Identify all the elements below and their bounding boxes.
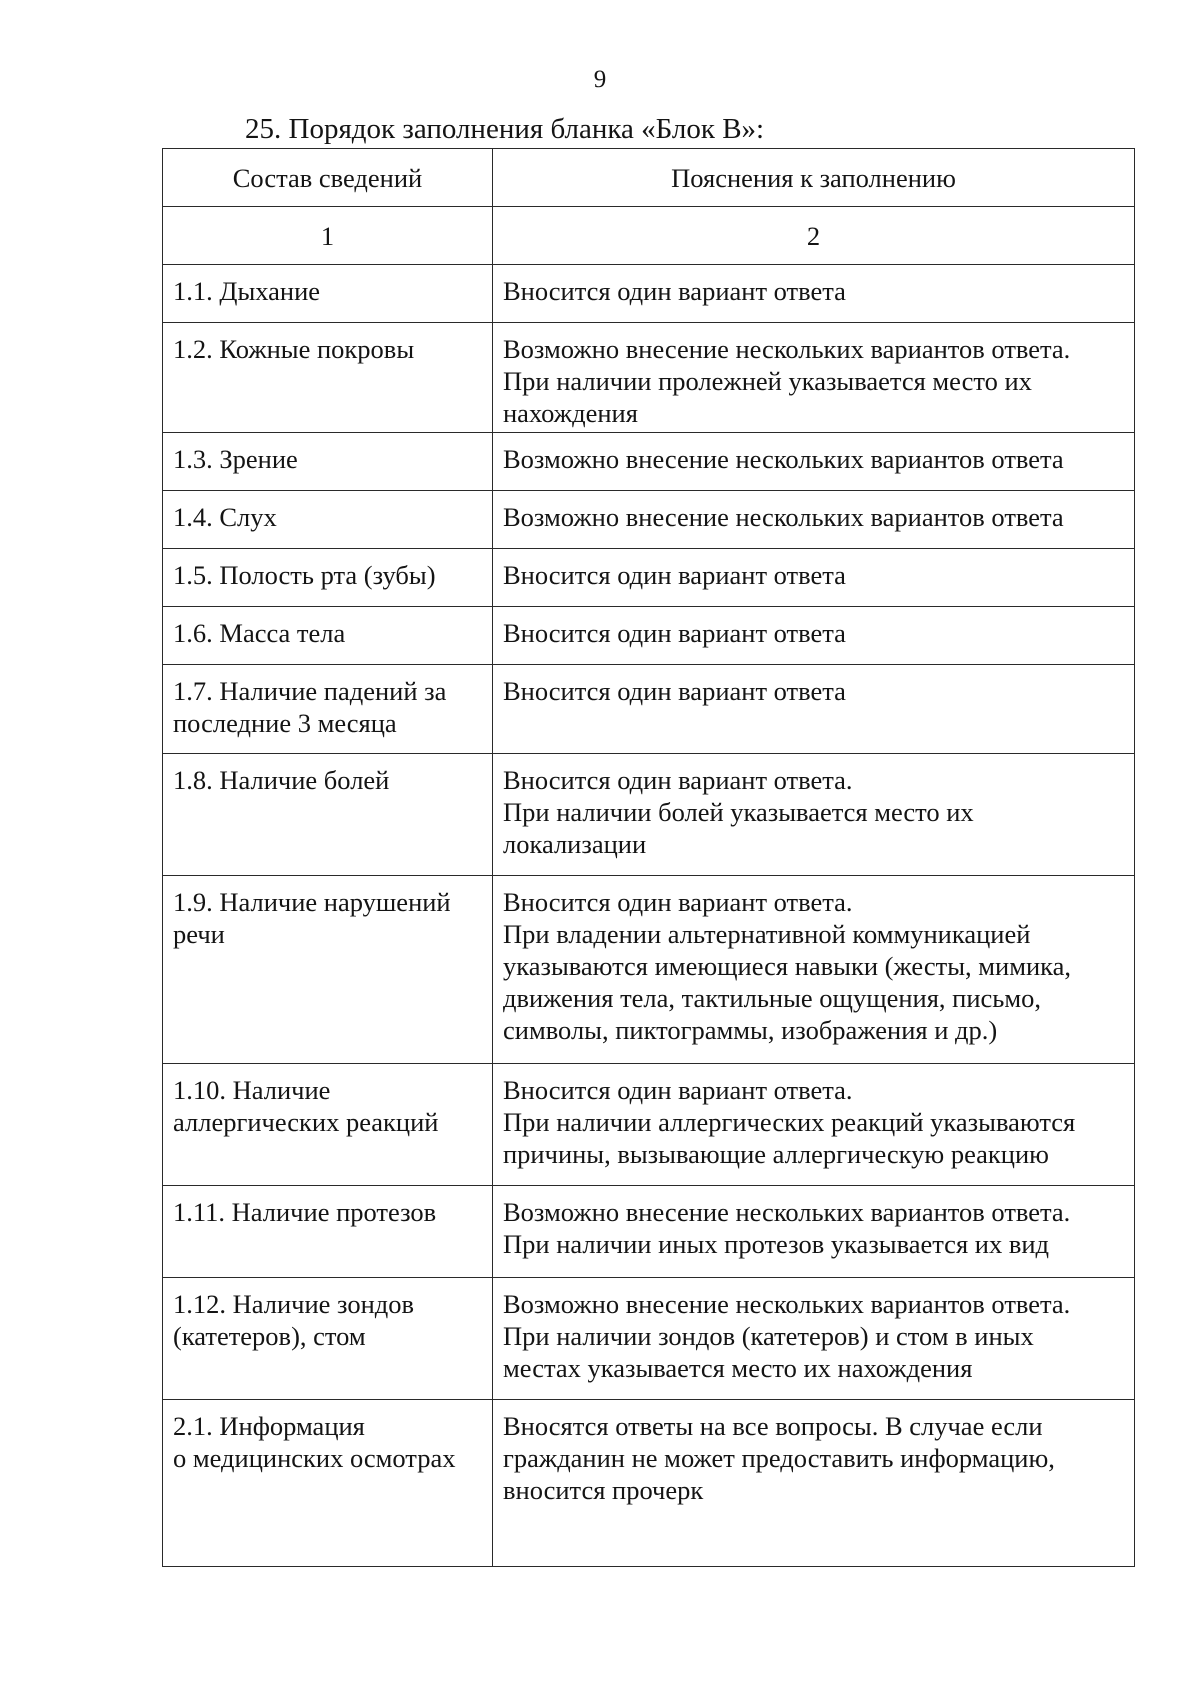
note-cell-line: Вносится один вариант ответа. [503,765,853,795]
note-cell-line: Вносится один вариант ответа [503,618,846,648]
note-cell [493,754,1135,876]
header-cell: Состав сведений [163,149,493,207]
item-cell-line: о медицинских осмотрах [173,1443,456,1473]
table-row [163,1064,1135,1186]
note-cell-line: Вносится один вариант ответа. [503,1075,853,1105]
note-cell-line: При наличии аллергических реакций указываются [503,1107,1076,1137]
item-cell [163,549,493,607]
note-cell [493,607,1135,665]
table-row [163,665,1135,754]
item-cell [163,1278,493,1400]
item-cell-line: 1.1. Дыхание [173,276,321,306]
note-cell-line: Вносится один вариант ответа [503,676,846,706]
table-header-row [163,149,1135,207]
item-cell [163,323,493,433]
note-cell-line: локализации [503,829,647,859]
table-row [163,433,1135,491]
note-cell [493,549,1135,607]
item-cell [163,265,493,323]
item-cell [163,876,493,1064]
note-cell-line: Вносится один вариант ответа [503,560,846,590]
note-cell-line: гражданин не может предоставить информацию, [503,1443,1055,1473]
note-cell-line: причины, вызывающие аллергическую реакцию [503,1139,1049,1169]
note-cell-line: Возможно внесение нескольких вариантов ответа. [503,334,1071,364]
note-cell [493,1064,1135,1186]
note-cell [493,876,1135,1064]
item-cell-line: речи [173,919,225,949]
item-cell-line: аллергических реакций [173,1107,439,1137]
note-cell-line: Возможно внесение нескольких вариантов ответа [503,502,1064,532]
note-cell-line: движения тела, тактильные ощущения, письмо, [503,983,1042,1013]
item-cell [163,1064,493,1186]
note-cell-line: При владении альтернативной коммуникацией [503,919,1031,949]
table-row [163,491,1135,549]
note-cell [493,1278,1135,1400]
table-row [163,549,1135,607]
note-cell [493,323,1135,433]
page-number: 9 [593,66,607,93]
item-cell [163,754,493,876]
item-cell [163,491,493,549]
item-cell [163,433,493,491]
column-number-cell: 1 [163,207,493,265]
note-cell-line: При наличии болей указывается место их [503,797,974,827]
item-cell [163,1400,493,1567]
item-cell-line: (катетеров), стом [173,1321,366,1351]
note-cell [493,433,1135,491]
item-cell-line: 1.5. Полость рта (зубы) [173,560,436,590]
item-cell-line: 1.6. Масса тела [173,618,346,648]
column-number-cell: 2 [493,207,1135,265]
note-cell-line: Возможно внесение нескольких вариантов ответа [503,444,1064,474]
note-cell [493,665,1135,754]
column-number-row [163,207,1135,265]
note-cell-line: указываются имеющиеся навыки (жесты, мимика, [503,951,1072,981]
note-cell [493,491,1135,549]
table-row [163,1186,1135,1278]
note-cell [493,265,1135,323]
item-cell-line: 1.2. Кожные покровы [173,334,415,364]
item-cell-line: 1.12. Наличие зондов [173,1289,415,1319]
note-cell-line: При наличии иных протезов указывается их вид [503,1229,1049,1259]
table-row [163,754,1135,876]
item-cell [163,665,493,754]
note-cell-line: При наличии зондов (катетеров) и стом в иных [503,1321,1034,1351]
table-row [163,876,1135,1064]
table-row [163,323,1135,433]
table-row [163,1400,1135,1567]
table-row [163,1278,1135,1400]
note-cell-line: При наличии пролежней указывается место их [503,366,1032,396]
item-cell-line: 1.3. Зрение [173,444,298,474]
item-cell-line: 1.4. Слух [173,502,277,532]
note-cell-line: местах указывается место их нахождения [503,1353,973,1383]
note-cell-line: нахождения [503,398,638,428]
item-cell [163,1186,493,1278]
item-cell-line: 1.10. Наличие [173,1075,331,1105]
note-cell [493,1186,1135,1278]
note-cell-line: Вносится один вариант ответа. [503,887,853,917]
form-table [162,148,1135,1567]
table-row [163,265,1135,323]
item-cell-line: 1.9. Наличие нарушений [173,887,451,917]
header-cell: Пояснения к заполнению [493,149,1135,207]
item-cell-line: 2.1. Информация [173,1411,365,1441]
item-cell-line: 1.7. Наличие падений за [173,676,447,706]
note-cell-line: Возможно внесение нескольких вариантов ответа. [503,1197,1071,1227]
item-cell [163,607,493,665]
note-cell-line: символы, пиктограммы, изображения и др.) [503,1015,998,1045]
note-cell [493,1400,1135,1567]
note-cell-line: Вносится один вариант ответа [503,276,846,306]
item-cell-line: 1.8. Наличие болей [173,765,390,795]
section-heading: 25. Порядок заполнения бланка «Блок В»: [245,113,765,145]
table-row [163,607,1135,665]
item-cell-line: последние 3 месяца [173,708,397,738]
note-cell-line: Вносятся ответы на все вопросы. В случае если [503,1411,1043,1441]
note-cell-line: вносится прочерк [503,1475,704,1505]
note-cell-line: Возможно внесение нескольких вариантов ответа. [503,1289,1071,1319]
item-cell-line: 1.11. Наличие протезов [173,1197,437,1227]
